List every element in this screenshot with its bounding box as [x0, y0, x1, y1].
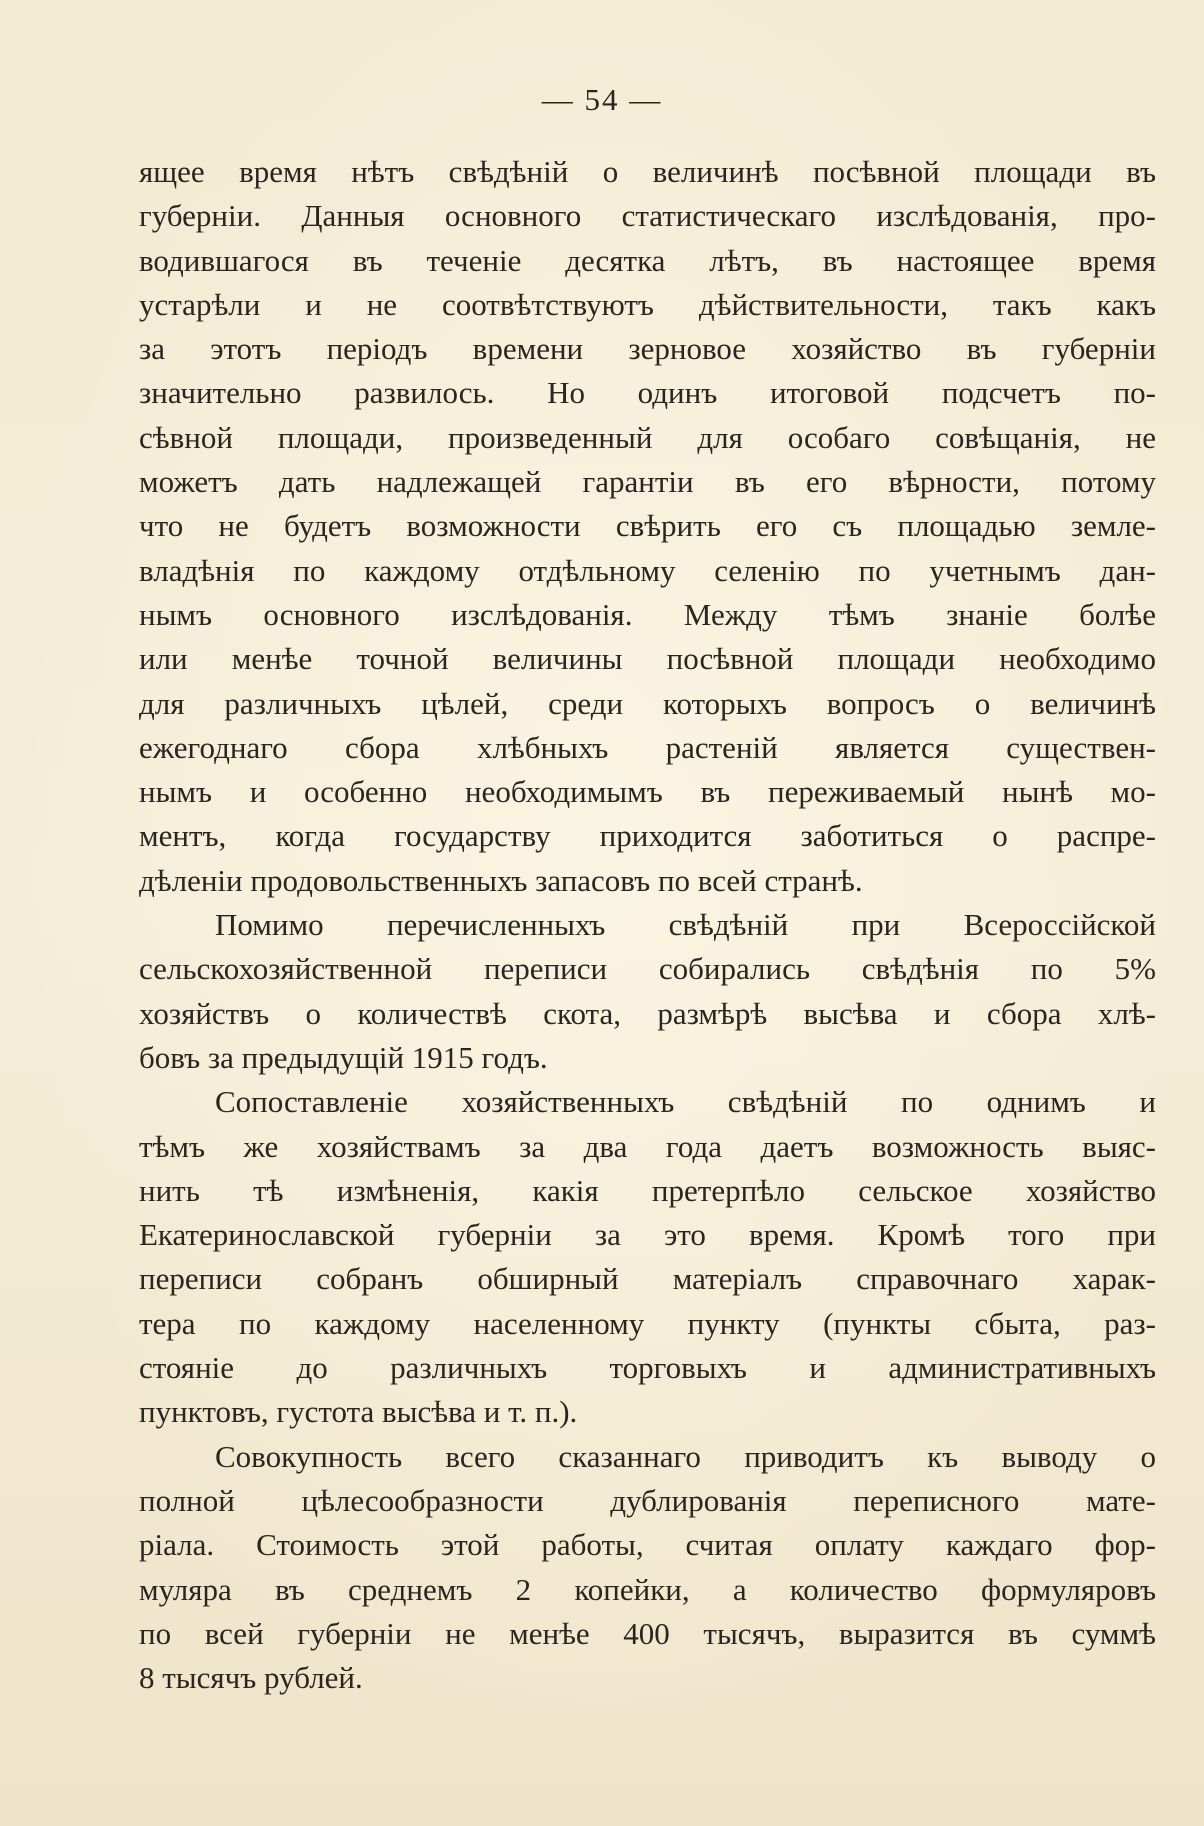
text-line: хозяйствъ о количествѣ скота, размѣрѣ высѣва и сбора хлѣ- — [139, 995, 1156, 1031]
text-line: дѣленіи продовольственныхъ запасовъ по всей странѣ. — [139, 862, 863, 898]
text-line: ежегоднаго сбора хлѣбныхъ растеній является существен- — [139, 729, 1156, 765]
text-line: за этотъ періодъ времени зерновое хозяйство въ губерніи — [139, 331, 1156, 367]
text-line: муляра въ среднемъ 2 копейки, а количество формуляровъ — [139, 1571, 1156, 1607]
text-line: владѣнія по каждому отдѣльному селенію по учетнымъ дан- — [139, 552, 1156, 588]
text-line: что не будетъ возможности свѣрить его съ площадью земле- — [139, 508, 1156, 544]
text-line: 8 тысячъ рублей. — [139, 1660, 363, 1696]
text-line: пунктовъ, густота высѣва и т. п.). — [139, 1394, 578, 1430]
text-line: стояніе до различныхъ торговыхъ и административныхъ — [139, 1350, 1156, 1386]
text-line: значительно развилось. Но одинъ итоговой подсчетъ по- — [139, 375, 1156, 411]
text-line: устарѣли и не соотвѣтствуютъ дѣйствительности, такъ какъ — [139, 286, 1156, 322]
text-line: можетъ дать надлежащей гарантіи въ его вѣрности, потому — [139, 464, 1156, 500]
text-line: ментъ, когда государству приходится заботиться о распре- — [139, 818, 1156, 854]
text-line: или менѣе точной величины посѣвной площади необходимо — [139, 641, 1156, 677]
text-line: нымъ основного изслѣдованія. Между тѣмъ знаніе болѣе — [139, 596, 1156, 632]
text-line: Екатеринославской губерніи за это время. Кромѣ того при — [139, 1217, 1156, 1253]
text-line: нымъ и особенно необходимымъ въ переживаемый нынѣ мо- — [139, 774, 1156, 810]
text-line: по всей губерніи не менѣе 400 тысячъ, выразится въ суммѣ — [139, 1615, 1156, 1651]
text-line: Помимо перечисленныхъ свѣдѣній при Всероссійской — [215, 907, 1156, 943]
text-line: ящее время нѣтъ свѣдѣній о величинѣ посѣвной площади въ — [139, 154, 1156, 189]
text-line: водившагося въ теченіе десятка лѣтъ, въ настоящее время — [139, 242, 1156, 278]
text-line: Совокупность всего сказаннаго приводитъ къ выводу о — [215, 1438, 1156, 1474]
text-line: тѣмъ же хозяйствамъ за два года даетъ возможность выяс- — [139, 1128, 1156, 1164]
text-line: ріала. Стоимость этой работы, считая оплату каждаго фор- — [139, 1527, 1156, 1563]
text-line: нить тѣ измѣненія, какія претерпѣло сельское хозяйство — [139, 1172, 1156, 1208]
text-line: бовъ за предыдущій 1915 годъ. — [139, 1039, 548, 1075]
text-line: губерніи. Данныя основного статистическаго изслѣдованія, про- — [139, 198, 1156, 234]
text-line: для различныхъ цѣлей, среди которыхъ вопросъ о величинѣ — [139, 685, 1156, 721]
text-line: тера по каждому населенному пункту (пункты сбыта, раз- — [139, 1305, 1156, 1341]
text-line: Сопоставленіе хозяйственныхъ свѣдѣній по однимъ и — [215, 1084, 1156, 1120]
text-line: переписи собранъ обширный матеріалъ справочнаго харак- — [139, 1261, 1156, 1297]
page-number: — 54 — — [541, 82, 663, 117]
text-line: полной цѣлесообразности дублированія переписного мате- — [139, 1482, 1156, 1518]
text-line: сельскохозяйственной переписи собирались свѣдѣнія по 5% — [139, 951, 1156, 987]
body-text — [139, 150, 1156, 1700]
text-line: сѣвной площади, произведенный для особаго совѣщанія, не — [139, 419, 1156, 455]
